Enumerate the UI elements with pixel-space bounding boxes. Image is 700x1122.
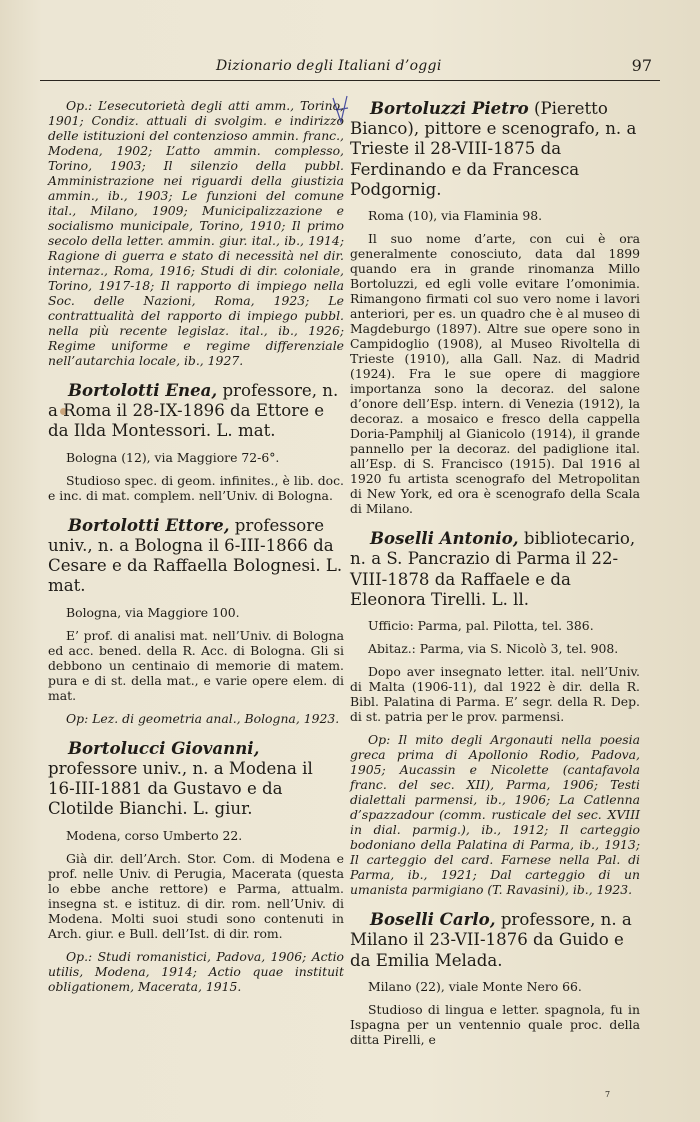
- entry-pietro: [350, 98, 640, 516]
- entry-body: E’ prof. di analisi mat. nell’Univ. di Bologna ed acc. bened. della R. Acc. di Bologna. Gli si debbono un centinaio di memorie di matem. pura e di st. della mat., e varie opere elem. di mat.: [48, 627, 344, 703]
- entry-body: Studioso spec. di geom. infinites., è lib. doc. e inc. di mat. complem. nell’Univ. di Bologna.: [48, 472, 344, 503]
- left-column: [48, 98, 344, 994]
- entry-carlo: [350, 909, 640, 1047]
- entry-name: Bortolotti Enea,: [68, 380, 218, 400]
- entry-description: (Pieretto Bianco), pittore e scenografo, n. a Trieste il 28-VIII-1875 da Ferdinando e da Francesca Podgornig.: [350, 99, 637, 199]
- entry-heading: [48, 380, 344, 442]
- entry-description: bibliotecario, n. a S. Pancrazio di Parma il 22-VIII-1878 da Raffaele e da Eleonora Tirelli. L. ll.: [350, 529, 636, 609]
- page-header: [40, 54, 660, 81]
- entry-address: Modena, corso Umberto 22.: [66, 827, 243, 843]
- entry-description: professore univ., n. a Modena il 16-III-1881 da Gustavo e da Clotilde Bianchi. L. giur.: [48, 758, 313, 819]
- entry-description: professore, n. a Roma il 28-IX-1896 da Ettore e da Ilda Montessori. L. mat.: [48, 381, 339, 441]
- entry-name: Bortoluzzi Pietro: [370, 98, 529, 118]
- entry-name: Bortolucci Giovanni,: [68, 737, 260, 758]
- entry-address: Bologna, via Maggiore 100.: [66, 604, 240, 620]
- footer-mark: 7: [605, 1090, 611, 1099]
- running-title: Dizionario degli Italiani d’oggi: [216, 58, 442, 74]
- entry-address: Bologna (12), via Maggiore 72-6°.: [66, 449, 280, 465]
- entry-body: Già dir. dell’Arch. Stor. Com. di Modena e prof. nelle Univ. di Perugia, Macerata (questa lo ebbe anche rettore) e Parma, attualm. insegna st. e istituz. di dir. rom. nell’Univ. di Modena. Molti suoi studi sono contenuti in Arch. giur. e Bull. dell’Ist. di dir. rom.: [48, 850, 344, 941]
- entry-heading: [48, 738, 344, 820]
- page-number: 97: [631, 56, 652, 75]
- entry-heading: [350, 909, 640, 971]
- entry-description: professore univ., n. a Bologna il 6-III-1866 da Cesare e da Raffaella Bolognesi. L. mat.: [48, 515, 343, 596]
- entry-name: Boselli Antonio,: [370, 528, 519, 549]
- entry-office: Ufficio: Parma, pal. Pilotta, tel. 386.: [368, 618, 594, 634]
- entry-ettore: [48, 515, 344, 726]
- entry-heading: [48, 515, 344, 597]
- entry-description: professore, n. a Milano il 23-VII-1876 da Guido e da Emilia Melada.: [350, 910, 632, 970]
- entry-home: Abitaz.: Parma, via S. Nicolò 3, tel. 908.: [368, 641, 619, 657]
- entry-name: Bortolotti Ettore,: [68, 514, 230, 535]
- right-column: [350, 98, 640, 1047]
- entry-works: Op: Lez. di geometria anal., Bologna, 1923.: [66, 710, 340, 726]
- entry-works: Op: Il mito degli Argonauti nella poesia greca prima di Apollonio Rodio, Padova, 1905; Aucassin e Nicolette (cantafavola franc. del sec. XII), Parma, 1906; Testi dialettali parmensi, ib., 1906; La Catlenna d’spazzadour (comm. rusticale del sec. XVIII in dial. parmig.), ib., 1912; Il carteggio bodoniano della Palatina di Parma, ib., 1913; Il carteggio del card. Farnese nella Pal. di Parma, ib., 1921; Dal carteggio di un umanista parmigiano (T. Ravasini), ib., 1923.: [350, 732, 640, 898]
- entry-antonio: [350, 528, 640, 897]
- entry-body: Il suo nome d’arte, con cui è ora generalmente conosciuto, data dal 1899 quando era in grande rinomanza Millo Bortoluzzi, ed egli volle evitare l’omonimia. Rimangono firmati col suo vero nome i lavori anteriori, per es. un quadro che è al museo di Magdeburgo (1897). Altre sue opere sono in Campidoglio (1908), al Museo Rivoltella di Trieste (1910), alla Gall. Naz. di Madrid (1924). Fra le sue opere di maggiore importanza sono la decoraz. del salone d’onore dell’Esp. intern. di Venezia (1912), la decoraz. a mosaico e fresco della cappella Doria-Pamphilj al Gianicolo (1914), il grande pannello per la decoraz. del padiglione ital. all’Esp. di S. Francisco (1915). Dal 1916 al 1920 fu artista scenografo del Metropolitan di New York, ed ora è scenografo della Scala di Milano.: [350, 231, 640, 517]
- entry-address: Roma (10), via Flaminia 98.: [368, 208, 543, 224]
- entry-name: Boselli Carlo,: [370, 909, 496, 930]
- entry-address: Milano (22), viale Monte Nero 66.: [368, 978, 582, 994]
- entry-enea: [48, 380, 344, 503]
- entry-works: Op.: Studi romanistici, Padova, 1906; Actio utilis, Modena, 1914; Actio quae instituit obligationem, Macerata, 1915.: [48, 948, 344, 994]
- entry-giovanni: [48, 738, 344, 994]
- entry-heading: [350, 528, 640, 610]
- entry-heading: [350, 98, 640, 200]
- entry-body: Dopo aver insegnato letter. ital. nell’Univ. di Malta (1906-11), dal 1922 è dir. della R. Bibl. Palatina di Parma. E’ segr. della R. Dep. di st. patria per le prov. parmensi.: [350, 664, 640, 725]
- entry-body: Studioso di lingua e letter. spagnola, fu in Ispagna per un ventennio quale proc. della ditta Pirelli, e: [350, 1001, 640, 1047]
- works-paragraph: Op.: L’esecutorietà degli atti amm., Torino, 1901; Condiz. attuali di svolgim. e indirizzo delle istituzioni del contenzioso ammin. franc., Modena, 1902; L’atto ammin. complesso, Torino, 1903; Il silenzio della pubbl. Amministrazione nei riguardi della giustizia ammin., ib., 1903; Le funzioni del comune ital., Milano, 1909; Municipalizzazione e socialismo municipale, Torino, 1910; Il primo secolo della letter. ammin. giur. ital., ib., 1914; Ragione di guerra e stato di necessità nel dir. internaz., Roma, 1916; Studi di dir. coloniale, Torino, 1917-18; Il rapporto di impiego nella Soc. delle Nazioni, Roma, 1923; Le contrattualità del rapporto di impiego pubbl. nella più recente legislaz. ital., ib., 1926; Regime uniforme e regime differenziale nell’autarchia locale, ib., 1927.: [48, 98, 344, 368]
